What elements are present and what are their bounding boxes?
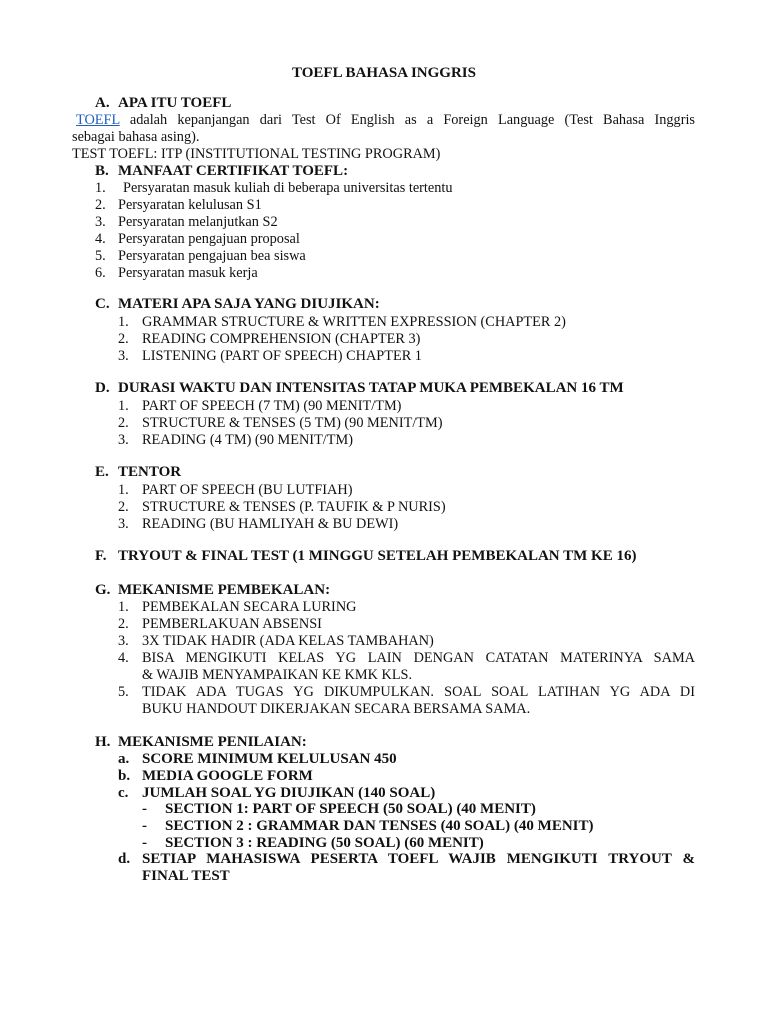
section-g-heading: MEKANISME PEMBEKALAN: [118,582,331,598]
section-e-letter: E. [95,464,109,480]
list-item-number: 5. [95,248,106,264]
list-item: SCORE MINIMUM KELULUSAN 450 [142,751,397,767]
list-item-number: 3. [118,348,129,364]
section-c-letter: C. [95,296,110,312]
section-a-paragraph-line1 [72,112,695,129]
toefl-link[interactable]: TOEFL [76,112,120,128]
list-item-letter: c. [118,785,129,801]
list-item: SETIAP MAHASISWA PESERTA TOEFL WAJIB MENGIKUTI TRYOUT & [142,851,695,867]
list-item-continuation: & WAJIB MENYAMPAIKAN KE KMK KLS. [142,667,413,683]
list-item: LISTENING (PART OF SPEECH) CHAPTER 1 [142,348,422,364]
list-item-letter: a. [118,751,130,767]
list-item: TIDAK ADA TUGAS YG DIKUMPULKAN. SOAL SOAL LATIHAN YG ADA DI [142,684,695,700]
list-item-number: 6. [95,265,106,281]
list-item-number: 2. [118,499,129,515]
list-item: Persyaratan pengajuan proposal [118,231,300,247]
list-item-number: 3. [118,432,129,448]
list-item-letter: b. [118,768,131,784]
list-item-number: 1. [118,599,129,615]
list-item-number: 5. [118,684,129,700]
list-item-continuation: FINAL TEST [142,868,230,884]
section-h-letter: H. [95,734,111,750]
list-item-number: 2. [118,616,129,632]
section-d-letter: D. [95,380,110,396]
list-item-number: 2. [95,197,106,213]
list-item-number: 4. [118,650,129,666]
section-h-heading: MEKANISME PENILAIAN: [118,734,307,750]
list-item-number: 3. [118,516,129,532]
sub-item: SECTION 1: PART OF SPEECH (50 SOAL) (40 MENIT) [165,801,536,817]
list-item: GRAMMAR STRUCTURE & WRITTEN EXPRESSION (CHAPTER 2) [142,314,566,330]
section-a-paragraph-text: adalah kepanjangan dari Test Of English as a Foreign Language (Test Bahasa Inggris [129,112,695,128]
section-d-heading: DURASI WAKTU DAN INTENSITAS TATAP MUKA PEMBEKALAN 16 TM [118,380,624,396]
section-e-heading: TENTOR [118,464,182,480]
list-item-number: 1. [118,314,129,330]
section-b-heading: MANFAAT CERTIFIKAT TOEFL: [118,163,349,179]
list-item: PEMBEKALAN SECARA LURING [142,599,357,615]
list-item: PEMBERLAKUAN ABSENSI [142,616,322,632]
list-item: Persyaratan kelulusan S1 [118,197,262,213]
sub-item-dash: - [142,801,147,817]
sub-item: SECTION 3 : READING (50 SOAL) (60 MENIT) [165,835,484,851]
list-item: PART OF SPEECH (7 TM) (90 MENIT/TM) [142,398,402,414]
section-f-heading: TRYOUT & FINAL TEST (1 MINGGU SETELAH PEMBEKALAN TM KE 16) [118,548,637,564]
sub-item-dash: - [142,835,147,851]
list-item: READING COMPREHENSION (CHAPTER 3) [142,331,421,347]
section-a-paragraph-line2: sebagai bahasa asing). [72,129,200,145]
list-item-continuation: BUKU HANDOUT DIKERJAKAN SECARA BERSAMA SAMA. [142,701,531,717]
list-item-number: 3. [95,214,106,230]
list-item: MEDIA GOOGLE FORM [142,768,313,784]
section-b-letter: B. [95,163,109,179]
section-c-heading: MATERI APA SAJA YANG DIUJIKAN: [118,296,380,312]
section-f-letter: F. [95,548,107,564]
list-item: Persyaratan melanjutkan S2 [118,214,278,230]
list-item: READING (4 TM) (90 MENIT/TM) [142,432,353,448]
section-a-letter: A. [95,95,110,111]
list-item: READING (BU HAMLIYAH & BU DEWI) [142,516,399,532]
list-item-number: 2. [118,331,129,347]
document-title: TOEFL BAHASA INGGRIS [292,65,476,81]
list-item: BISA MENGIKUTI KELAS YG LAIN DENGAN CATATAN MATERINYA SAMA [142,650,695,666]
list-item-number: 2. [118,415,129,431]
list-item-number: 1. [118,482,129,498]
list-item-number: 1. [118,398,129,414]
sub-item: SECTION 2 : GRAMMAR DAN TENSES (40 SOAL) (40 MENIT) [165,818,594,834]
list-item: STRUCTURE & TENSES (5 TM) (90 MENIT/TM) [142,415,443,431]
list-item: Persyaratan masuk kerja [118,265,258,281]
sub-item-dash: - [142,818,147,834]
list-item-number: 3. [118,633,129,649]
list-item: PART OF SPEECH (BU LUTFIAH) [142,482,353,498]
list-item: Persyaratan masuk kuliah di beberapa universitas tertentu [123,180,453,196]
section-g-letter: G. [95,582,111,598]
list-item-letter: d. [118,851,131,867]
section-a-heading: APA ITU TOEFL [118,95,232,111]
list-item: Persyaratan pengajuan bea siswa [118,248,306,264]
list-item: JUMLAH SOAL YG DIUJIKAN (140 SOAL) [142,785,436,801]
list-item-number: 4. [95,231,106,247]
list-item: STRUCTURE & TENSES (P. TAUFIK & P NURIS) [142,499,446,515]
list-item: 3X TIDAK HADIR (ADA KELAS TAMBAHAN) [142,633,434,649]
list-item-number: 1. [95,180,106,196]
section-a-test-line: TEST TOEFL: ITP (INSTITUTIONAL TESTING PROGRAM) [72,146,441,162]
